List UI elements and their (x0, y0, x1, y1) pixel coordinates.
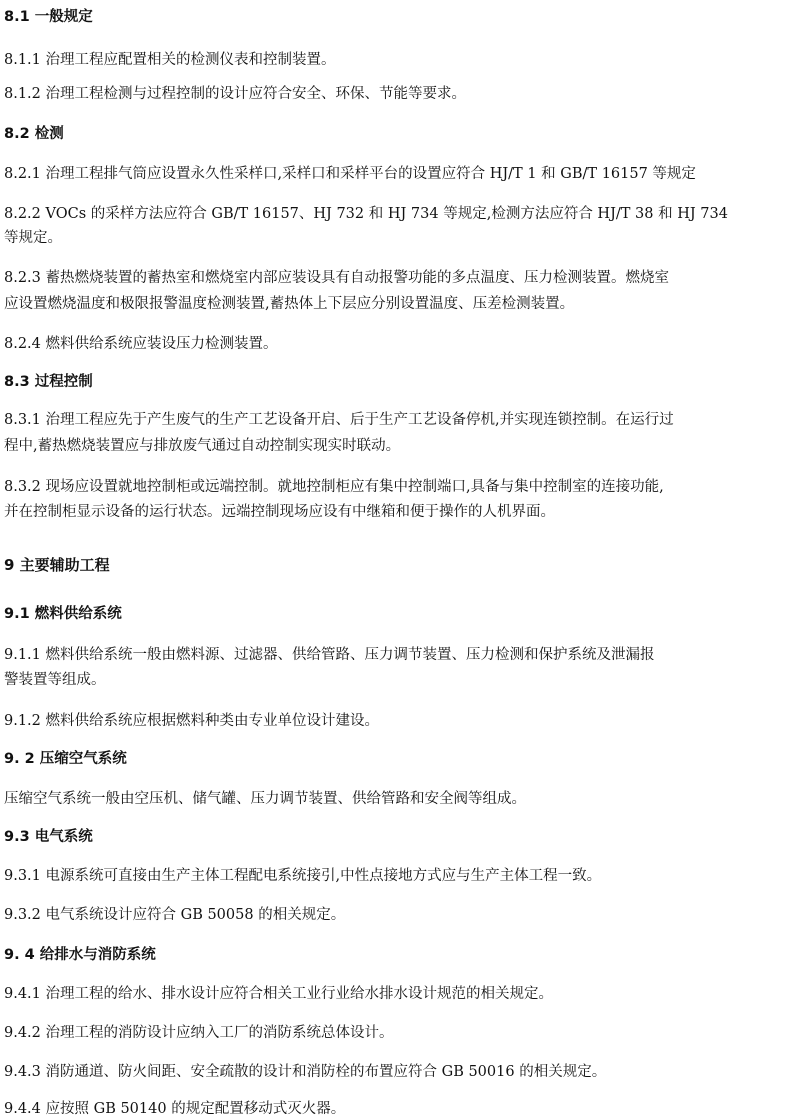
clause-9-1-2: 9.1.2 燃料供给系统应根据燃料种类由专业单位设计建设。 (4, 713, 380, 729)
section-heading-9-1: 9.1 燃料供给系统 (4, 606, 122, 622)
clause-8-3-1-line-1: 8.3.1 治理工程应先于产生废气的生产工艺设备开启、后于生产工艺设备停机,并实现连锁控制。在运行过 (4, 412, 674, 428)
clause-8-2-3-line-1: 8.2.3 蓄热燃烧装置的蓄热室和燃烧室内部应装设具有自动报警功能的多点温度、压力检测装置。燃烧室 (4, 270, 669, 286)
clause-9-4-4: 9.4.4 应按照 GB 50140 的规定配置移动式灭火器。 (4, 1101, 346, 1117)
clause-9-4-2: 9.4.2 治理工程的消防设计应纳入工厂的消防系统总体设计。 (4, 1025, 394, 1041)
chapter-heading-9: 9 主要辅助工程 (4, 556, 110, 574)
clause-9-1-1-line-2: 警装置等组成。 (4, 672, 106, 688)
clause-9-3-1: 9.3.1 电源系统可直接由生产主体工程配电系统接引,中性点接地方式应与生产主体工程一致。 (4, 868, 602, 884)
section-heading-9-3: 9.3 电气系统 (4, 829, 93, 845)
clause-8-2-2-line-1: 8.2.2 VOCs 的采样方法应符合 GB/T 16157、HJ 732 和 HJ 734 等规定,检测方法应符合 HJ/T 38 和 HJ 734 (4, 206, 728, 222)
section-heading-9-4: 9. 4 给排水与消防系统 (4, 947, 156, 963)
section-heading-8-1: 8.1 一般规定 (4, 9, 93, 25)
clause-9-1-1-line-1: 9.1.1 燃料供给系统一般由燃料源、过滤器、供给管路、压力调节装置、压力检测和保护系统及泄漏报 (4, 647, 655, 663)
clause-8-1-1: 8.1.1 治理工程应配置相关的检测仪表和控制装置。 (4, 52, 336, 68)
clause-9-4-3: 9.4.3 消防通道、防火间距、安全疏散的设计和消防栓的布置应符合 GB 50016 的相关规定。 (4, 1064, 607, 1080)
section-heading-9-2: 9. 2 压缩空气系统 (4, 751, 127, 767)
clause-8-2-3-line-2: 应设置燃烧温度和极限报警温度检测装置,蓄热体上下层应分别设置温度、压差检测装置。 (4, 296, 575, 312)
clause-8-3-2-line-1: 8.3.2 现场应设置就地控制柜或远端控制。就地控制柜应有集中控制端口,具备与集中控制室的连接功能, (4, 479, 664, 495)
clause-8-1-2: 8.1.2 治理工程检测与过程控制的设计应符合安全、环保、节能等要求。 (4, 86, 467, 102)
clause-9-3-2: 9.3.2 电气系统设计应符合 GB 50058 的相关规定。 (4, 907, 346, 923)
clause-8-2-2-line-2: 等规定。 (4, 230, 62, 246)
clause-9-4-1: 9.4.1 治理工程的给水、排水设计应符合相关工业行业给水排水设计规范的相关规定。 (4, 986, 554, 1002)
section-heading-8-3: 8.3 过程控制 (4, 374, 93, 390)
clause-8-2-1: 8.2.1 治理工程排气筒应设置永久性采样口,采样口和采样平台的设置应符合 HJ/T 1 和 GB/T 16157 等规定 (4, 166, 696, 182)
section-heading-8-2: 8.2 检测 (4, 126, 64, 142)
clause-8-3-2-line-2: 并在控制柜显示设备的运行状态。远端控制现场应设有中继箱和便于操作的人机界面。 (4, 504, 555, 520)
clause-8-2-4: 8.2.4 燃料供给系统应装设压力检测装置。 (4, 336, 278, 352)
clause-8-3-1-line-2: 程中,蓄热燃烧装置应与排放废气通过自动控制实现实时联动。 (4, 438, 401, 454)
paragraph-9-2: 压缩空气系统一般由空压机、储气罐、压力调节装置、供给管路和安全阀等组成。 (4, 791, 526, 807)
